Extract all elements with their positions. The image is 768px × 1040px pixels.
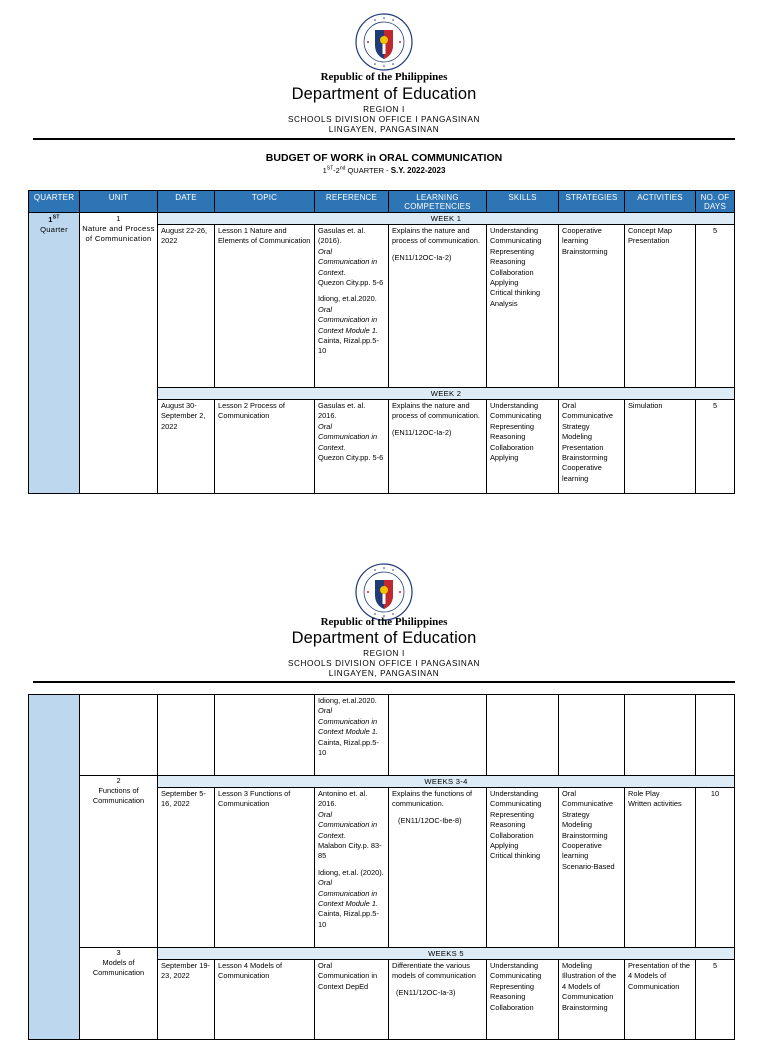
unit-cell: 1 Nature and Process of Communication: [80, 213, 158, 494]
unit-cell: 2 Functions of Communication: [80, 776, 158, 948]
column-header: QUARTER: [29, 191, 80, 213]
days-cell: 5: [696, 960, 735, 1040]
division-heading: SCHOOLS DIVISION OFFICE I PANGASINAN: [287, 659, 481, 668]
reference-cell: Oral Communication in Context DepEd: [315, 960, 389, 1040]
deped-seal-icon: [355, 13, 413, 71]
republic-heading: Republic of the Philippines: [320, 71, 448, 83]
document-subtitle: 1ST-2nd QUARTER - S.Y. 2022-2023: [322, 165, 446, 175]
date-cell: September 5-16, 2022: [158, 788, 215, 948]
department-heading: Department of Education: [291, 629, 477, 647]
location-heading: LINGAYEN, PANGASINAN: [328, 125, 440, 134]
region-heading: REGION I: [363, 649, 405, 658]
lesson-row-continued: [29, 695, 735, 776]
strategies-cell: Oral Communicative Strategy Modeling Presentation Brainstorming Cooperative learning: [559, 400, 625, 494]
date-cell: [158, 695, 215, 776]
republic-heading: Republic of the Philippines: [320, 616, 448, 628]
column-header: NO. OF DAYS: [696, 191, 735, 213]
budget-of-work-table-continued: [28, 694, 735, 1040]
quarter-cell: 1ST Quarter: [29, 213, 80, 494]
column-header: DATE: [158, 191, 215, 213]
skills-cell: Understanding Communicating Representing Reasoning Collaboration Applying: [487, 400, 559, 494]
column-header: LEARNING COMPETENCIES: [389, 191, 487, 213]
reference-cell: Gasulas et. al. (2016). Oral Communication in Context. Quezon City.pp. 5-6 Idiong, et.al.2020. Oral Communication in Context Module 1. Cainta, Rizal.pp.5-10: [315, 225, 389, 388]
column-header: TOPIC: [215, 191, 315, 213]
column-header: REFERENCE: [315, 191, 389, 213]
activities-cell: Concept Map Presentation: [625, 225, 696, 388]
topic-cell: [215, 695, 315, 776]
week-label: WEEKS 5: [158, 948, 735, 960]
strategies-cell: Oral Communicative Strategy Modeling Brainstorming Cooperative learning Scenario-Based: [559, 788, 625, 948]
region-heading: REGION I: [363, 105, 405, 114]
days-cell: [696, 695, 735, 776]
days-cell: 10: [696, 788, 735, 948]
week-row: [29, 213, 735, 225]
skills-cell: [487, 695, 559, 776]
competency-cell: Explains the nature and process of communication. (EN11/12OC-Ia-2): [389, 225, 487, 388]
date-cell: August 30-September 2, 2022: [158, 400, 215, 494]
table-header-row: [29, 191, 735, 213]
unit-cell: [80, 695, 158, 776]
quarter-cell: [29, 695, 80, 1040]
document-page-1: [0, 0, 768, 510]
reference-cell: Idiong, et.al.2020. Oral Communication in Context Module 1. Cainta, Rizal.pp.5-10: [315, 695, 389, 776]
column-header: UNIT: [80, 191, 158, 213]
topic-cell: Lesson 1 Nature and Elements of Communication: [215, 225, 315, 388]
column-header: ACTIVITIES: [625, 191, 696, 213]
activities-cell: Simulation: [625, 400, 696, 494]
competency-cell: [389, 695, 487, 776]
column-header: STRATEGIES: [559, 191, 625, 213]
competency-cell: Differentiate the various models of communication (EN11/12OC-Ia-3): [389, 960, 487, 1040]
location-heading: LINGAYEN, PANGASINAN: [328, 669, 440, 678]
activities-cell: Role Play Written activities: [625, 788, 696, 948]
reference-cell: Gasulas et. al. 2016. Oral Communication in Context. Quezon City.pp. 5-6: [315, 400, 389, 494]
competency-cell: Explains the functions of communication. (EN11/12OC-Ibe-8): [389, 788, 487, 948]
activities-cell: [625, 695, 696, 776]
week-label: WEEK 1: [158, 213, 735, 225]
week-row: [29, 776, 735, 788]
competency-cell: Explains the nature and process of communication. (EN11/12OC-Ia-2): [389, 400, 487, 494]
skills-cell: Understanding Communicating Representing Reasoning Collaboration Applying Critical thinking Analysis: [487, 225, 559, 388]
department-heading: Department of Education: [291, 85, 477, 103]
activities-cell: Presentation of the 4 Models of Communication: [625, 960, 696, 1040]
topic-cell: Lesson 3 Functions of Communication: [215, 788, 315, 948]
unit-cell: 3 Models of Communication: [80, 948, 158, 1040]
reference-cell: Antonino et. al. 2016. Oral Communication in Context. Malabon City.p. 83-85 Idiong, et.al. (2020). Oral Communication in Context Module 1. Cainta, Rizal.pp.5-10: [315, 788, 389, 948]
date-cell: August 22-26, 2022: [158, 225, 215, 388]
week-label: WEEKS 3-4: [158, 776, 735, 788]
skills-cell: Understanding Communicating Representing Reasoning Collaboration Applying Critical thinking: [487, 788, 559, 948]
document-title: BUDGET OF WORK in ORAL COMMUNICATION: [265, 152, 503, 164]
header-rule: [33, 138, 735, 140]
skills-cell: Understanding Communicating Representing Reasoning Collaboration: [487, 960, 559, 1040]
division-heading: SCHOOLS DIVISION OFFICE I PANGASINAN: [287, 115, 481, 124]
week-label: WEEK 2: [158, 388, 735, 400]
week-row: [29, 948, 735, 960]
strategies-cell: Modeling Illustration of the 4 Models of Communication Brainstorming: [559, 960, 625, 1040]
topic-cell: Lesson 4 Models of Communication: [215, 960, 315, 1040]
budget-of-work-table: [28, 190, 735, 494]
deped-seal-icon: [355, 563, 413, 621]
date-cell: September 19-23, 2022: [158, 960, 215, 1040]
days-cell: 5: [696, 225, 735, 388]
days-cell: 5: [696, 400, 735, 494]
column-header: SKILLS: [487, 191, 559, 213]
topic-cell: Lesson 2 Process of Communication: [215, 400, 315, 494]
strategies-cell: [559, 695, 625, 776]
document-page-2: [0, 560, 768, 1024]
strategies-cell: Cooperative learning Brainstorming: [559, 225, 625, 388]
header-rule: [33, 681, 735, 683]
